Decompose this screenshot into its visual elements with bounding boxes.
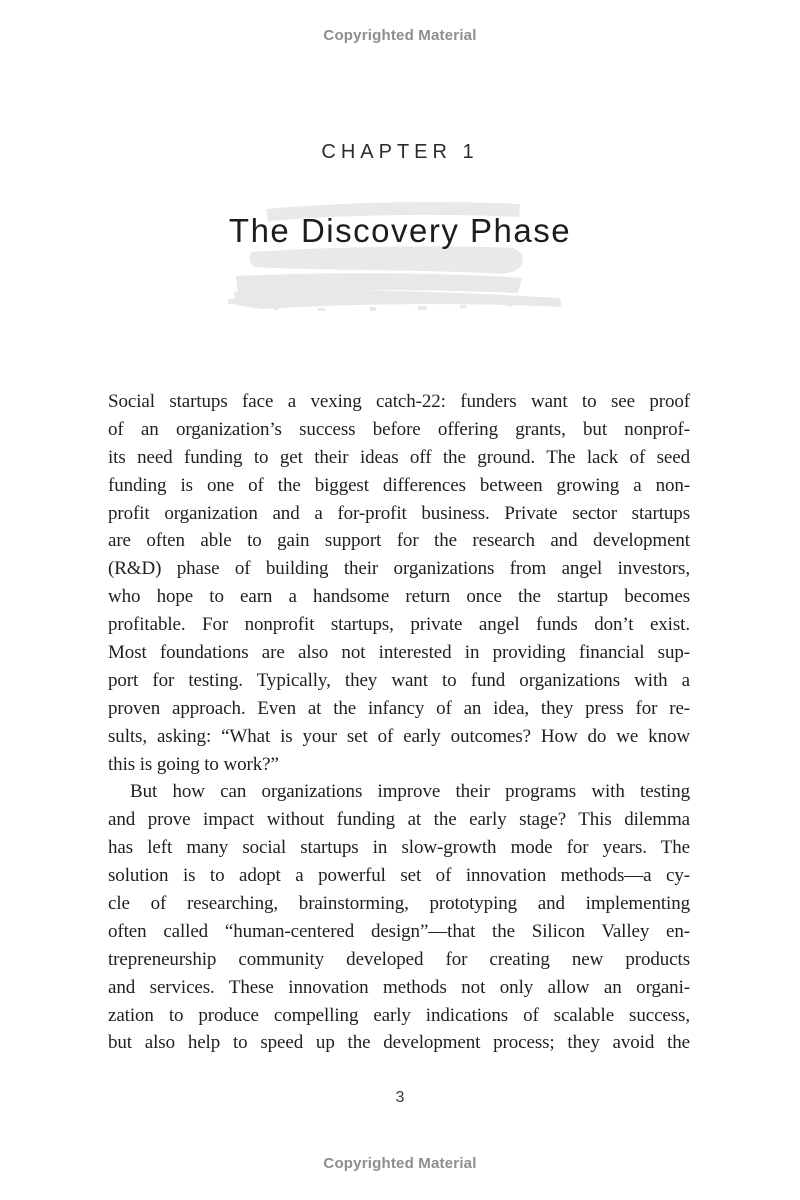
body-line: proven approach. Even at the infancy of an idea, they press for re- (108, 697, 690, 719)
body-line: but also help to speed up the development process; they avoid the (108, 1032, 690, 1054)
chapter-label: CHAPTER 1 (321, 141, 479, 163)
body-line: of an organization’s success before offering grants, but nonprof- (108, 418, 690, 440)
body-line: (R&D) phase of building their organizations from angel investors, (108, 558, 690, 580)
body-line: cle of researching, brainstorming, prototyping and implementing (108, 893, 690, 915)
body-line: sults, asking: “What is your set of early outcomes? How do we know (108, 725, 690, 747)
body-line: trepreneurship community developed for creating new products (108, 948, 690, 970)
body-line: funding is one of the biggest differences between growing a non- (108, 474, 690, 496)
body-line: are often able to gain support for the research and development (108, 530, 690, 552)
chapter-title: The Discovery Phase (228, 212, 572, 249)
body-line: its need funding to get their ideas off the ground. The lack of seed (108, 446, 690, 468)
body-line: solution is to adopt a powerful set of innovation methods—a cy- (108, 865, 690, 887)
body-line: Social startups face a vexing catch-22: funders want to see proof (108, 391, 690, 412)
body-text (108, 388, 690, 1057)
body-line: and prove impact without funding at the early stage? This dilemma (108, 809, 690, 831)
body-line: port for testing. Typically, they want to fund organizations with a (108, 669, 690, 691)
body-line: who hope to earn a handsome return once the startup becomes (108, 586, 690, 608)
body-line: profitable. For nonprofit startups, private angel funds don’t exist. (108, 614, 690, 636)
body-line: profit organization and a for-profit business. Private sector startups (108, 502, 690, 524)
body-line: has left many social startups in slow-growth mode for years. The (108, 837, 690, 859)
body-line: zation to produce compelling early indications of scalable success, (108, 1004, 690, 1026)
body-line: often called “human-centered design”—that the Silicon Valley en- (108, 920, 690, 942)
body-line: But how can organizations improve their programs with testing (130, 781, 690, 803)
body-line: this is going to work?” (108, 753, 279, 775)
page-number: 3 (395, 1089, 405, 1106)
body-line: Most foundations are also not interested in providing financial sup- (108, 642, 690, 664)
copyright-notice-top: Copyrighted Material (323, 27, 477, 44)
body-line: and services. These innovation methods not only allow an organi- (108, 976, 690, 998)
copyright-notice-bottom: Copyrighted Material (323, 1155, 477, 1172)
